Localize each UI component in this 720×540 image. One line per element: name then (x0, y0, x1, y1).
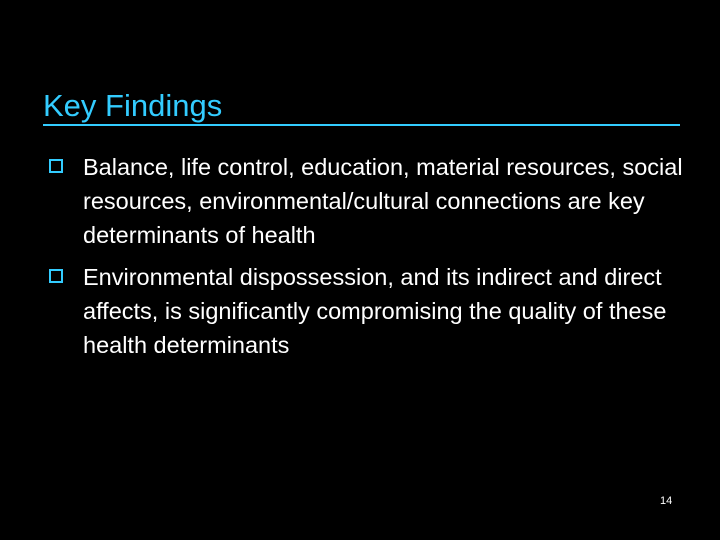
bullet-item (47, 150, 687, 252)
hollow-square-bullet-icon (49, 159, 63, 173)
page-number: 14 (660, 495, 673, 507)
hollow-square-bullet-icon (49, 269, 63, 283)
slide-title: Key Findings (43, 88, 223, 123)
bullet-item (47, 260, 687, 362)
bullet-list (47, 150, 687, 370)
bullet-text: Balance, life control, education, material resources, social resources, environmental/cultural connections are key determinants of health (83, 154, 683, 248)
title-underline (43, 124, 680, 126)
bullet-text: Environmental dispossession, and its indirect and direct affects, is significantly compromising the quality of these health determinants (83, 264, 667, 358)
